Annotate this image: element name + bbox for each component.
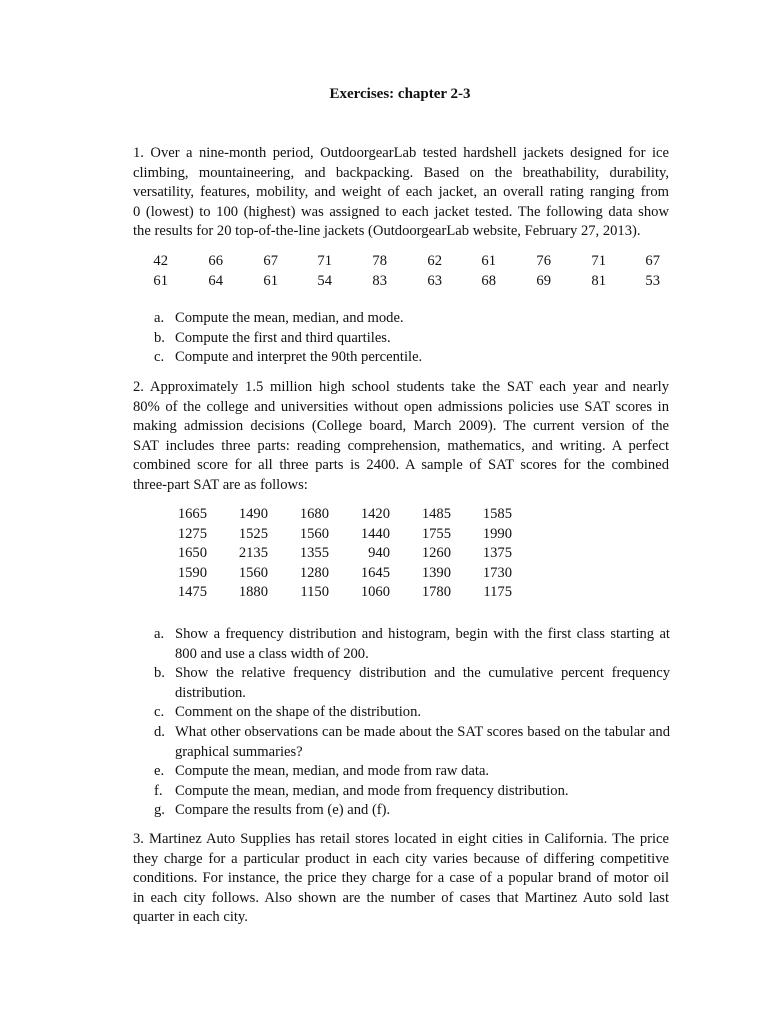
table-cell: 1755 [421,525,451,542]
q3-line: conditions. For instance, the price they charge for a case of a popular brand of motor oil [133,870,669,887]
table-cell: 68 [481,272,496,289]
q1-question-list [150,309,670,368]
item-text: Compute the mean, median, and mode from frequency distribution. [175,782,569,799]
table-row [176,544,512,564]
q3-line: quarter in each city. [133,909,248,926]
table-cell: 1420 [360,506,390,522]
q3-line: 3. Martinez Auto Supplies has retail stores located in eight cities in California. The price [133,831,669,847]
list-item [150,762,670,782]
table-cell: 61 [153,272,168,289]
table-row [176,505,512,525]
item-text: Compute the first and third quartiles. [175,329,391,346]
table-cell: 1645 [360,564,390,581]
table-cell: 1355 [299,545,329,562]
list-item [150,723,670,762]
item-marker: a. [154,310,165,326]
table-cell: 66 [208,253,223,269]
table-cell: 69 [536,272,551,289]
table-cell: 1150 [300,584,329,601]
table-row [140,252,660,272]
item-marker: e. [154,763,165,780]
list-item [150,329,670,349]
q3-line: in each city follows. Also shown are the number of cases that Martinez Auto sold last [133,889,669,906]
item-text: Compute the mean, median, and mode. [175,310,404,326]
table-cell: 1275 [177,525,207,542]
item-text: Compare the results from (e) and (f). [175,802,391,819]
list-item [150,782,670,802]
q2-paragraph [133,378,669,496]
table-cell: 83 [372,272,387,289]
table-cell: 1490 [238,506,268,522]
item-text: Compute and interpret the 90th percentile. [175,349,423,366]
table-cell: 78 [372,253,387,269]
table-cell: 1390 [421,564,451,581]
table-cell: 61 [481,253,496,269]
table-row [176,564,512,584]
table-cell: 1780 [421,584,451,601]
q3-line: they charge for a particular product in each city varies because of differing competitive [133,850,669,867]
table-cell: 67 [263,253,278,269]
table-cell: 1440 [360,525,390,542]
q2-line: SAT includes three parts: reading comprehension, mathematics, and writing. A perfect [133,437,669,454]
table-cell: 71 [591,253,606,269]
item-text: Show a frequency distribution and histogram, begin with the first class starting at 800 and use a class width of 200. [175,626,670,662]
table-cell: 63 [427,272,442,289]
table-cell: 53 [645,272,660,289]
table-cell: 71 [317,253,332,269]
table-cell: 1590 [177,564,207,581]
item-marker: b. [154,329,165,346]
item-marker: c. [154,704,165,721]
q1-line: 0 (lowest) to 100 (highest) was assigned to each jacket tested. The following data show [133,203,669,220]
item-text: What other observations can be made about the SAT scores based on the tabular and graphical summaries? [175,723,670,760]
table-cell: 62 [427,253,442,269]
table-cell: 1560 [238,564,268,581]
table-cell: 940 [368,545,390,562]
item-text: Show the relative frequency distribution and the cumulative percent frequency distribution. [175,665,670,701]
list-item [150,348,670,368]
list-item [150,703,670,723]
item-marker: b. [154,665,165,682]
table-cell: 1560 [299,525,329,542]
table-cell: 1880 [238,584,268,601]
table-cell: 1485 [421,506,451,522]
table-cell: 1475 [177,584,207,601]
table-cell: 1585 [482,506,512,522]
table-cell: 1260 [421,545,451,562]
table-row [140,272,660,292]
item-marker: d. [154,723,165,740]
table-cell: 1060 [360,584,390,601]
table-cell: 42 [153,253,168,269]
table-cell: 1175 [483,584,512,601]
list-item [150,625,670,664]
table-cell: 1280 [299,564,329,581]
q3-paragraph [133,830,669,928]
list-item [150,664,670,703]
q1-paragraph [133,144,669,242]
q1-line: the results for 20 top-of-the-line jackets (OutdoorgearLab website, February 27, 2013). [133,223,641,240]
table-cell: 1525 [238,525,268,542]
q2-line: making admission decisions (College board, March 2009). The current version of the [133,418,669,435]
table-cell: 2135 [238,545,268,562]
q2-question-list [150,625,670,821]
table-cell: 61 [263,272,278,289]
table-cell: 1680 [299,506,329,522]
q1-line: 1. Over a nine-month period, OutdoorgearLab tested hardshell jackets designed for ice [133,145,669,161]
table-cell: 1375 [482,545,512,562]
q1-line: versatility, features, mobility, and weight of each jacket, an overall rating ranging from [133,184,669,201]
item-marker: a. [154,626,165,642]
table-cell: 1665 [177,506,207,522]
q2-line: 2. Approximately 1.5 million high school students take the SAT each year and nearly [133,379,669,395]
table-cell: 1990 [482,525,512,542]
q2-line: 80% of the college and universities without open admissions policies use SAT scores in [133,398,669,415]
q2-line: three-part SAT are as follows: [133,476,308,493]
page-title: Exercises: chapter 2-3 [329,86,471,102]
list-item [150,801,670,821]
item-text: Comment on the shape of the distribution. [175,704,422,721]
item-text: Compute the mean, median, and mode from raw data. [175,763,490,780]
table-cell: 67 [645,253,660,269]
table-row [176,525,512,545]
item-marker: f. [154,782,163,799]
table-cell: 64 [208,272,223,289]
q1-data-table [140,252,660,291]
item-marker: c. [154,349,165,366]
list-item [150,309,670,329]
q1-line: climbing, mountaineering, and backpacking. Based on the breathability, durability, [133,164,669,181]
table-cell: 1650 [177,545,207,562]
table-cell: 1730 [482,564,512,581]
table-cell: 76 [536,253,551,269]
item-marker: g. [154,802,165,819]
table-cell: 54 [317,272,332,289]
table-cell: 81 [591,272,606,289]
table-row [176,583,512,603]
q2-data-table [176,505,512,603]
q2-line: combined score for all three parts is 2400. A sample of SAT scores for the combined [133,457,669,474]
